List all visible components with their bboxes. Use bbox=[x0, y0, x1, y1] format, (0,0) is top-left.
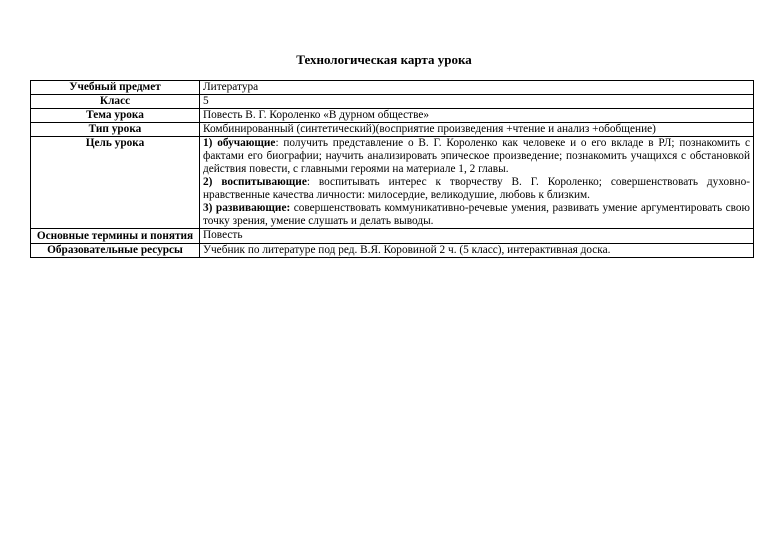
grade-value: 5 bbox=[200, 95, 754, 109]
table-row-grade bbox=[31, 95, 754, 109]
table-row-resources bbox=[31, 244, 754, 258]
goal-upbringing-text: : воспитывать интерес к творчеству В. Г. Короленко; совершенствовать духовно-нравственные качества личности: милосердие, великодушие, любовь к близким. bbox=[203, 176, 750, 201]
table-row-topic bbox=[31, 109, 754, 123]
table-row-goal bbox=[31, 137, 754, 229]
resources-value: Учебник по литературе под ред. В.Я. Коровиной 2 ч. (5 класс), интерактивная доска. bbox=[200, 244, 754, 258]
goal-developing-text: совершенствовать коммуникативно-речевые умения, развивать умение аргументировать свою точку зрения, умение слушать и делать выводы. bbox=[203, 202, 750, 227]
lesson-card-table bbox=[30, 80, 754, 258]
grade-label: Класс bbox=[31, 95, 200, 109]
goal-upbringing bbox=[203, 176, 750, 202]
goal-developing bbox=[203, 202, 750, 228]
goal-developing-heading: 3) развивающие: bbox=[203, 202, 291, 214]
goal-educational bbox=[203, 137, 750, 176]
goal-value bbox=[200, 137, 754, 229]
table-row-lesson-type bbox=[31, 123, 754, 137]
terms-label: Основные термины и понятия bbox=[31, 229, 200, 244]
document-title: Технологическая карта урока bbox=[296, 52, 472, 67]
lesson-type-label: Тип урока bbox=[31, 123, 200, 137]
goal-educational-heading: 1) обучающие bbox=[203, 137, 276, 149]
goal-upbringing-heading: 2) воспитывающие bbox=[203, 176, 307, 188]
subject-label: Учебный предмет bbox=[31, 81, 200, 95]
goal-educational-text: : получить представление о В. Г. Короленко как человеке и о его вкладе в РЛ; познакомить с фактами его биографии; научить анализировать эпическое произведение; познакомить учащихся с обстановкой действия повести, с главными героями на материале 1, 2 главы. bbox=[203, 137, 750, 175]
table-row-terms bbox=[31, 229, 754, 244]
table-row-subject bbox=[31, 81, 754, 95]
topic-label: Тема урока bbox=[31, 109, 200, 123]
resources-label: Образовательные ресурсы bbox=[31, 244, 200, 258]
topic-value: Повесть В. Г. Короленко «В дурном обществе» bbox=[200, 109, 754, 123]
lesson-type-value: Комбинированный (синтетический)(восприятие произведения +чтение и анализ +обобщение) bbox=[200, 123, 754, 137]
goal-label: Цель урока bbox=[31, 137, 200, 229]
subject-value: Литература bbox=[200, 81, 754, 95]
terms-value: Повесть bbox=[200, 229, 754, 244]
